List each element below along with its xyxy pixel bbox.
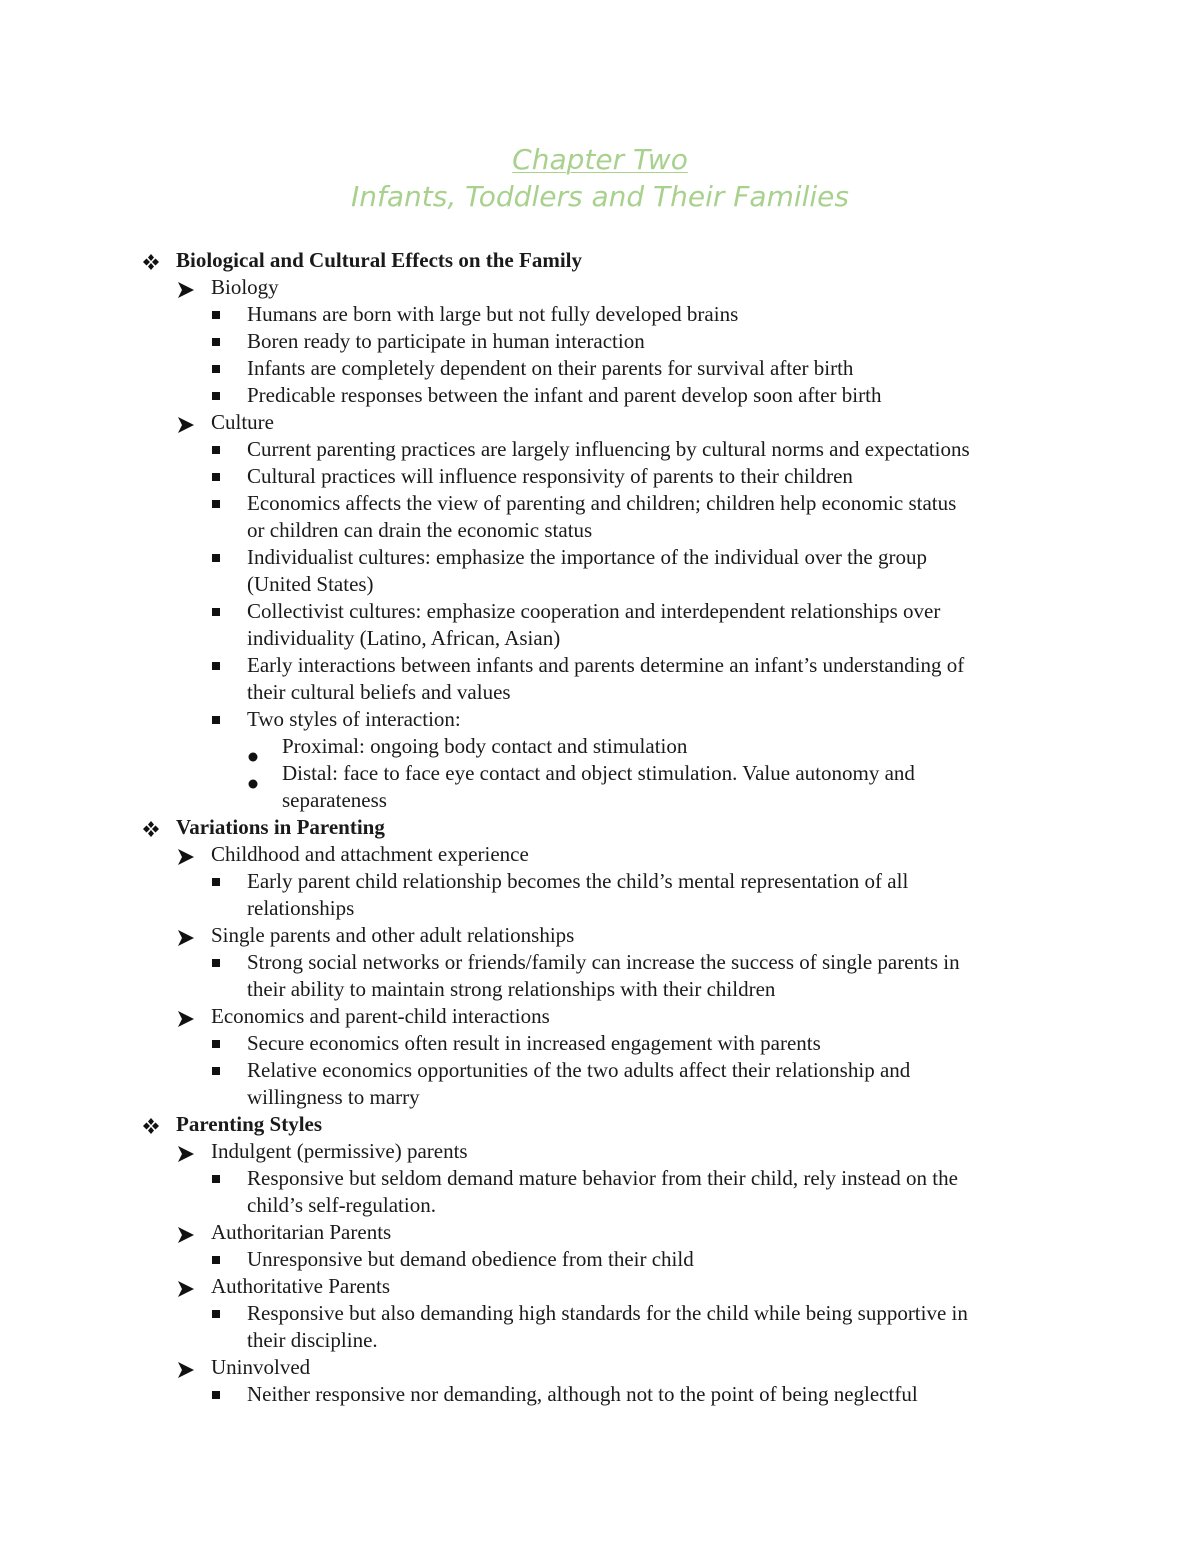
subdetail-item [0, 760, 1200, 814]
detail-item [0, 1165, 1200, 1219]
diamond-bullet-icon [142, 1115, 160, 1133]
detail-item [0, 328, 1200, 355]
chapter-title: Chapter Two [512, 143, 688, 176]
section-heading [0, 247, 1200, 274]
detail-item-text: their ability to maintain strong relationships with their children [247, 977, 776, 1001]
square-bullet-icon [212, 1175, 220, 1183]
arrow-bullet-icon [176, 927, 196, 945]
square-bullet-icon [212, 608, 220, 616]
topic-item-text: Single parents and other adult relationships [211, 923, 575, 947]
subdetail-item-text: Proximal: ongoing body contact and stimulation [282, 734, 688, 758]
square-bullet-icon [212, 1256, 220, 1264]
subdetail-item [0, 733, 1200, 760]
square-bullet-icon [212, 392, 220, 400]
topic-item-text: Authoritarian Parents [211, 1220, 392, 1244]
diamond-bullet-icon [142, 818, 160, 836]
detail-item-text: Unresponsive but demand obedience from their child [247, 1247, 694, 1271]
detail-item-text: Neither responsive nor demanding, although not to the point of being neglectful [247, 1382, 918, 1406]
topic-item [0, 841, 1200, 868]
detail-item-text: Predicable responses between the infant and parent develop soon after birth [247, 383, 882, 407]
diamond-bullet-icon [142, 251, 160, 269]
detail-item-text: their discipline. [247, 1328, 378, 1352]
section-heading [0, 1111, 1200, 1138]
square-bullet-icon [212, 959, 220, 967]
detail-item-text: Infants are completely dependent on their parents for survival after birth [247, 356, 854, 380]
arrow-bullet-icon [176, 1278, 196, 1296]
round-bullet-icon [248, 769, 258, 779]
square-bullet-icon [212, 446, 220, 454]
subdetail-item-text: separateness [282, 788, 387, 812]
detail-item [0, 355, 1200, 382]
topic-item-text: Childhood and attachment experience [211, 842, 529, 866]
square-bullet-icon [212, 1040, 220, 1048]
detail-item [0, 868, 1200, 922]
detail-item-text: Strong social networks or friends/family can increase the success of single parents in [247, 950, 960, 974]
detail-item-text: child’s self-regulation. [247, 1193, 436, 1217]
topic-item [0, 1138, 1200, 1165]
detail-item-text: Collectivist cultures: emphasize cooperation and interdependent relationships over [247, 599, 941, 623]
arrow-bullet-icon [176, 414, 196, 432]
section-heading [0, 814, 1200, 841]
arrow-bullet-icon [176, 846, 196, 864]
topic-item [0, 1273, 1200, 1300]
square-bullet-icon [212, 1067, 220, 1075]
detail-item [0, 301, 1200, 328]
square-bullet-icon [212, 662, 220, 670]
detail-item-text: Two styles of interaction: [247, 707, 461, 731]
detail-item [0, 436, 1200, 463]
detail-item-text: Individualist cultures: emphasize the importance of the individual over the group [247, 545, 927, 569]
detail-item-text: Boren ready to participate in human interaction [247, 329, 645, 353]
arrow-bullet-icon [176, 1359, 196, 1377]
arrow-bullet-icon [176, 1008, 196, 1026]
section-heading-text: Parenting Styles [176, 1112, 323, 1136]
topic-item [0, 1003, 1200, 1030]
detail-item-text: Relative economics opportunities of the two adults affect their relationship and [247, 1058, 911, 1082]
detail-item-text: Early parent child relationship becomes the child’s mental representation of all [247, 869, 909, 893]
detail-item-text: willingness to marry [247, 1085, 420, 1109]
topic-item-text: Uninvolved [211, 1355, 311, 1379]
topic-item [0, 409, 1200, 436]
detail-item-text: Current parenting practices are largely influencing by cultural norms and expectations [247, 437, 970, 461]
chapter-subtitle: Infants, Toddlers and Their Families [351, 180, 849, 213]
square-bullet-icon [212, 878, 220, 886]
detail-item-text: their cultural beliefs and values [247, 680, 511, 704]
topic-item-text: Biology [211, 275, 279, 299]
detail-item-text: Responsive but also demanding high standards for the child while being supportive in [247, 1301, 968, 1325]
topic-item-text: Culture [211, 410, 274, 434]
square-bullet-icon [212, 1310, 220, 1318]
detail-item [0, 1030, 1200, 1057]
title-block [0, 141, 1200, 215]
arrow-bullet-icon [176, 1143, 196, 1161]
square-bullet-icon [212, 338, 220, 346]
detail-item-text: Responsive but seldom demand mature behavior from their child, rely instead on the [247, 1166, 958, 1190]
section-heading-text: Biological and Cultural Effects on the Family [176, 248, 582, 272]
square-bullet-icon [212, 1391, 220, 1399]
detail-item-text: (United States) [247, 572, 374, 596]
detail-item-text: Economics affects the view of parenting and children; children help economic status [247, 491, 957, 515]
topic-item-text: Indulgent (permissive) parents [211, 1139, 468, 1163]
square-bullet-icon [212, 473, 220, 481]
detail-item [0, 949, 1200, 1003]
detail-item-text: Secure economics often result in increased engagement with parents [247, 1031, 821, 1055]
detail-item-text: Humans are born with large but not fully developed brains [247, 302, 739, 326]
section-heading-text: Variations in Parenting [176, 815, 385, 839]
detail-item-text: relationships [247, 896, 355, 920]
detail-item [0, 1057, 1200, 1111]
topic-item [0, 1219, 1200, 1246]
detail-item [0, 490, 1200, 544]
square-bullet-icon [212, 554, 220, 562]
detail-item [0, 652, 1200, 706]
detail-item [0, 598, 1200, 652]
topic-item-text: Authoritative Parents [211, 1274, 391, 1298]
round-bullet-icon [248, 742, 258, 752]
square-bullet-icon [212, 716, 220, 724]
detail-item [0, 1246, 1200, 1273]
square-bullet-icon [212, 365, 220, 373]
detail-item [0, 463, 1200, 490]
outline-list [0, 247, 1200, 1408]
detail-item [0, 1381, 1200, 1408]
subdetail-item-text: Distal: face to face eye contact and object stimulation. Value autonomy and [282, 761, 915, 785]
detail-item-text: individuality (Latino, African, Asian) [247, 626, 561, 650]
detail-item [0, 1300, 1200, 1354]
topic-item-text: Economics and parent-child interactions [211, 1004, 550, 1028]
detail-item-text: Early interactions between infants and parents determine an infant’s understanding of [247, 653, 965, 677]
topic-item [0, 922, 1200, 949]
square-bullet-icon [212, 500, 220, 508]
detail-item-text: Cultural practices will influence responsivity of parents to their children [247, 464, 853, 488]
arrow-bullet-icon [176, 1224, 196, 1242]
topic-item [0, 1354, 1200, 1381]
detail-item-text: or children can drain the economic status [247, 518, 593, 542]
detail-item [0, 382, 1200, 409]
square-bullet-icon [212, 311, 220, 319]
detail-item [0, 706, 1200, 733]
arrow-bullet-icon [176, 279, 196, 297]
detail-item [0, 544, 1200, 598]
topic-item [0, 274, 1200, 301]
